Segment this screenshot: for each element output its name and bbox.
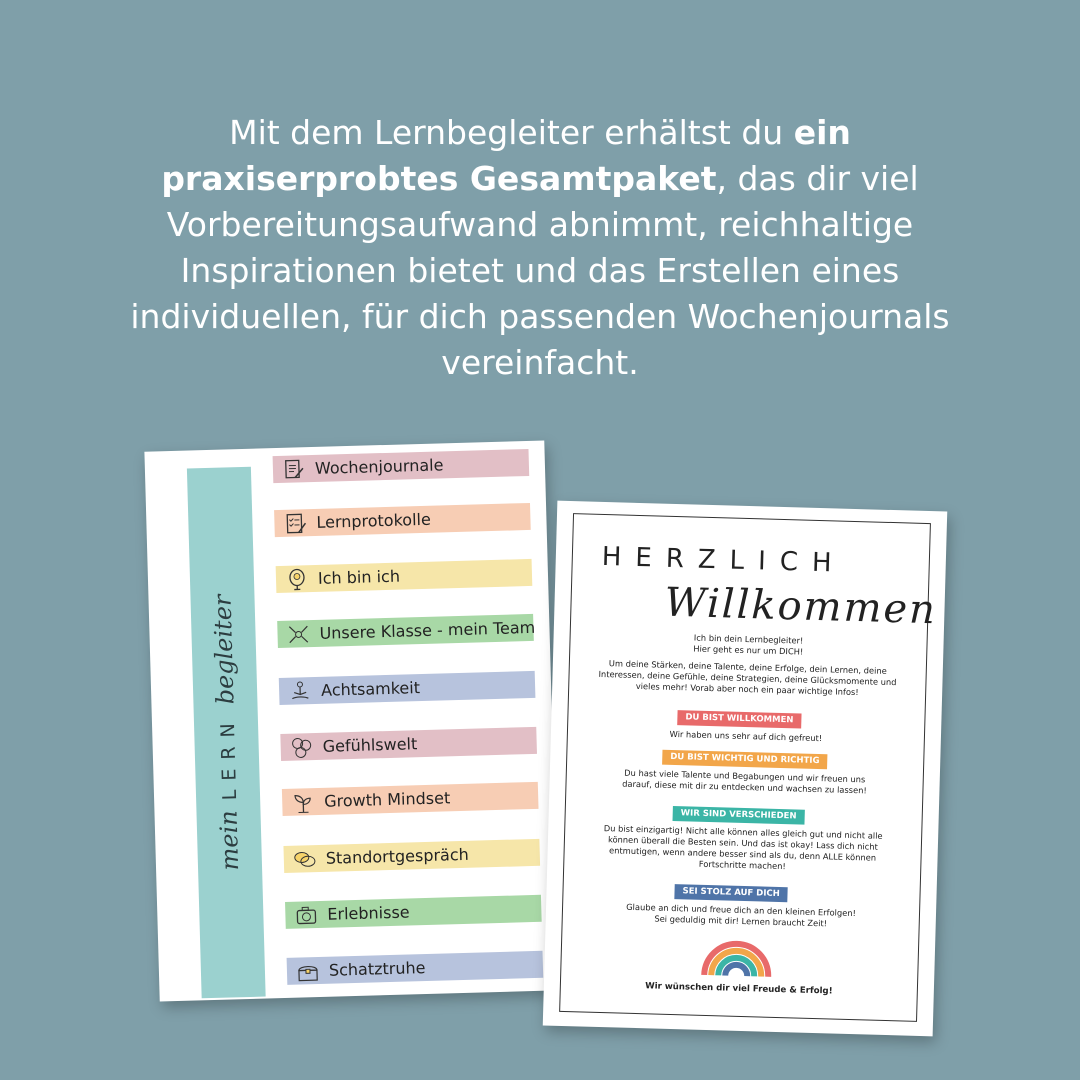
section-title-stolz: SEI STOLZ AUF DICH xyxy=(674,884,788,902)
journal-icon xyxy=(281,456,308,483)
tab-erlebnisse[interactable] xyxy=(285,895,542,929)
lernbegleiter-cover-page xyxy=(144,441,559,1002)
welcome-page xyxy=(543,501,948,1037)
tab-label: Lernprotokolle xyxy=(316,509,432,532)
tab-gefuehlswelt[interactable] xyxy=(280,727,537,761)
section-text-stolz: Glaube an dich und freue dich an den kleinen Erfolgen! Sei geduldig mit dir! Lernen braucht Zeit! xyxy=(626,901,857,929)
meditation-icon xyxy=(287,678,314,705)
spine-title xyxy=(208,594,244,871)
speech-bubbles-icon xyxy=(291,846,318,873)
emotions-icon xyxy=(288,734,315,761)
tab-label: Gefühlswelt xyxy=(322,734,418,756)
sprout-icon xyxy=(290,789,317,816)
section-title-wichtig: DU BIST WICHTIG UND RICHTIG xyxy=(662,750,828,770)
treasure-chest-icon xyxy=(295,957,322,984)
intro-paragraph: Um deine Stärken, deine Talente, deine Erfolge, dein Lernen, deine Interessen, deine Gefühle, deine Strategien, deine Glücksmomente und vieles mehr! Vorab aber noch ein paar wichtige Infos! xyxy=(598,658,897,698)
tab-label: Schatztruhe xyxy=(328,958,426,980)
section-text-verschieden: Du bist einzigartig! Nicht alle können alles gleich gut und nicht alle können überall die Besten sein. Und das ist okay! Lass dich nicht entmutigen, wenn andere besser sind als du, denn ALLE können Fortschritte machen! xyxy=(603,823,883,872)
tab-standortgespraech[interactable] xyxy=(283,839,540,873)
spine-mein: mein xyxy=(214,809,245,871)
tab-label: Achtsamkeit xyxy=(320,678,421,700)
tab-label: Growth Mindset xyxy=(323,788,451,811)
tab-label: Ich bin ich xyxy=(317,566,401,588)
rainbow-icon xyxy=(698,933,775,983)
spine-begleiter: begleiter xyxy=(208,594,240,705)
tab-label: Standortgespräch xyxy=(325,844,470,868)
tab-label: Wochenjournale xyxy=(314,455,444,478)
section-title-verschieden: WIR SIND VERSCHIEDEN xyxy=(673,806,805,825)
tab-ich-bin-ich[interactable] xyxy=(276,559,533,593)
welcome-heading: HERZLICH xyxy=(601,541,846,579)
mirror-icon xyxy=(284,566,311,593)
section-title-willkommen: DU BIST WILLKOMMEN xyxy=(677,710,801,728)
spine-lern: LERN xyxy=(216,714,242,801)
tab-achtsamkeit[interactable] xyxy=(279,671,536,705)
camera-icon xyxy=(293,901,320,928)
headline-text-2: , das dir viel Vorbereitungsaufwand abnimmt, reichhaltige Inspirationen bietet und das Erstellen eines individuellen, für dich passenden Wochenjournals vereinfacht. xyxy=(130,159,950,382)
closing-text: Wir wünschen dir viel Freude & Erfolg! xyxy=(645,981,833,997)
tab-lernprotokolle[interactable] xyxy=(274,503,531,537)
tab-wochenjournale[interactable] xyxy=(273,449,530,483)
team-icon xyxy=(285,621,312,648)
headline xyxy=(80,110,1000,386)
headline-bold: ein praxiserprobtes Gesamtpaket xyxy=(161,113,851,198)
intro-text: Ich bin dein Lernbegleiter! Hier geht es nur um DICH! xyxy=(693,632,804,657)
tab-label: Unsere Klasse - mein Team xyxy=(319,617,536,643)
tab-unsere-klasse[interactable] xyxy=(277,614,534,648)
tab-label: Erlebnisse xyxy=(327,902,410,924)
tab-schatztruhe[interactable] xyxy=(287,951,544,985)
section-text-willkommen: Wir haben uns sehr auf dich gefreut! xyxy=(669,728,823,744)
welcome-script-heading: Willkommen xyxy=(663,579,938,634)
section-text-wichtig: Du hast viele Talente und Begabungen und wir freuen uns darauf, diese mit dir zu entdecken und wachsen zu lassen! xyxy=(622,767,867,796)
headline-text-1: Mit dem Lernbegleiter erhältst du xyxy=(229,113,794,152)
checklist-icon xyxy=(282,510,309,537)
tab-growth-mindset[interactable] xyxy=(282,782,539,816)
spine xyxy=(187,467,266,999)
